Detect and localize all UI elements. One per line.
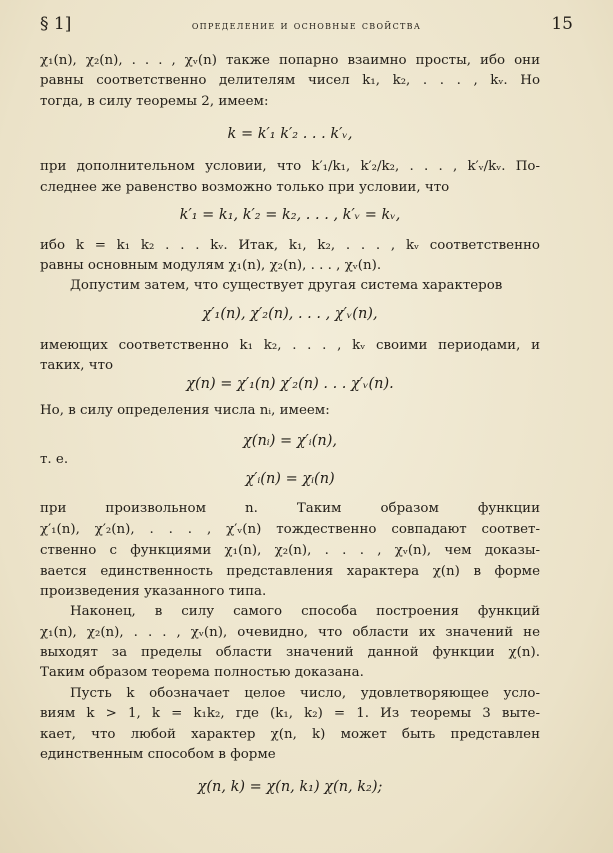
section-number: § 1] [40,14,72,34]
text-line: таких, что [40,358,114,373]
text-line: ственно с функциями χ₁(n), χ₂(n), . . . , χᵥ(n), чем доказы- [40,543,540,558]
chapter-title: определение и основные свойства [191,18,422,32]
text-line: Пусть k обозначает целое число, удовлетворяющее усло- [70,686,540,701]
text-line: ибо k = k₁ k₂ . . . kᵥ. Итак, k₁, k₂, . . . , kᵥ соответственно [40,238,540,253]
text-line: Допустим затем, что существует другая система характеров [70,278,503,293]
formula: χ(nᵢ) = χ′ᵢ(n), [243,433,337,449]
page-number: 15 [551,14,573,34]
text-line: тогда, в силу теоремы 2, имеем: [40,94,269,109]
text-line: χ₁(n), χ₂(n), . . . , χᵥ(n) также попарно взаимно просты, ибо они [40,53,540,68]
text-line: χ′₁(n), χ′₂(n), . . . , χ′ᵥ(n) тождественно совпадают соответ- [40,522,540,537]
text-line: имеющих соответственно k₁ k₂, . . . , kᵥ своими периодами, и [40,338,540,353]
text-line: виям k > 1, k = k₁k₂, где (k₁, k₂) = 1. Из теоремы 3 выте- [40,706,540,721]
text-line: Таким образом теорема полностью доказана. [40,665,364,680]
text-line: выходят за пределы области значений данной функции χ(n). [40,645,540,660]
text-line: Наконец, в силу самого способа построения функций [70,604,540,619]
text-line: единственным способом в форме [40,747,276,762]
formula: χ′ᵢ(n) = χᵢ(n) [245,471,335,487]
text-line: вается единственность представления характера χ(n) в форме [40,564,540,579]
text-line: следнее же равенство возможно только при условии, что [40,180,450,195]
text-line: кает, что любой характер χ(n, k) может быть представлен [40,727,540,742]
text-line: равны соответственно делителям чисел k₁, k₂, . . . , kᵥ. Но [40,73,540,88]
text-line: при дополнительном условии, что k′₁/k₁, k′₂/k₂, . . . , k′ᵥ/kᵥ. По- [40,159,540,174]
text-line: равны основным модулям χ₁(n), χ₂(n), . . . , χᵥ(n). [40,258,382,273]
text-line: χ₁(n), χ₂(n), . . . , χᵥ(n), очевидно, что области их значений не [40,625,540,640]
text-line: т. е. [40,452,69,467]
formula: k′₁ = k₁, k′₂ = k₂, . . . , k′ᵥ = kᵥ, [179,207,401,223]
running-header [40,14,573,38]
formula: k = k′₁ k′₂ . . . k′ᵥ, [227,126,353,142]
text-line: при произвольном n. Таким образом функции [40,501,540,516]
formula: χ(n, k) = χ(n, k₁) χ(n, k₂); [197,779,383,795]
formula: χ(n) = χ′₁(n) χ′₂(n) . . . χ′ᵥ(n). [186,376,394,392]
text-line: произведения указанного типа. [40,584,267,599]
formula: χ′₁(n), χ′₂(n), . . . , χ′ᵥ(n), [202,306,378,322]
text-line: Но, в силу определения числа nᵢ, имеем: [40,403,330,418]
